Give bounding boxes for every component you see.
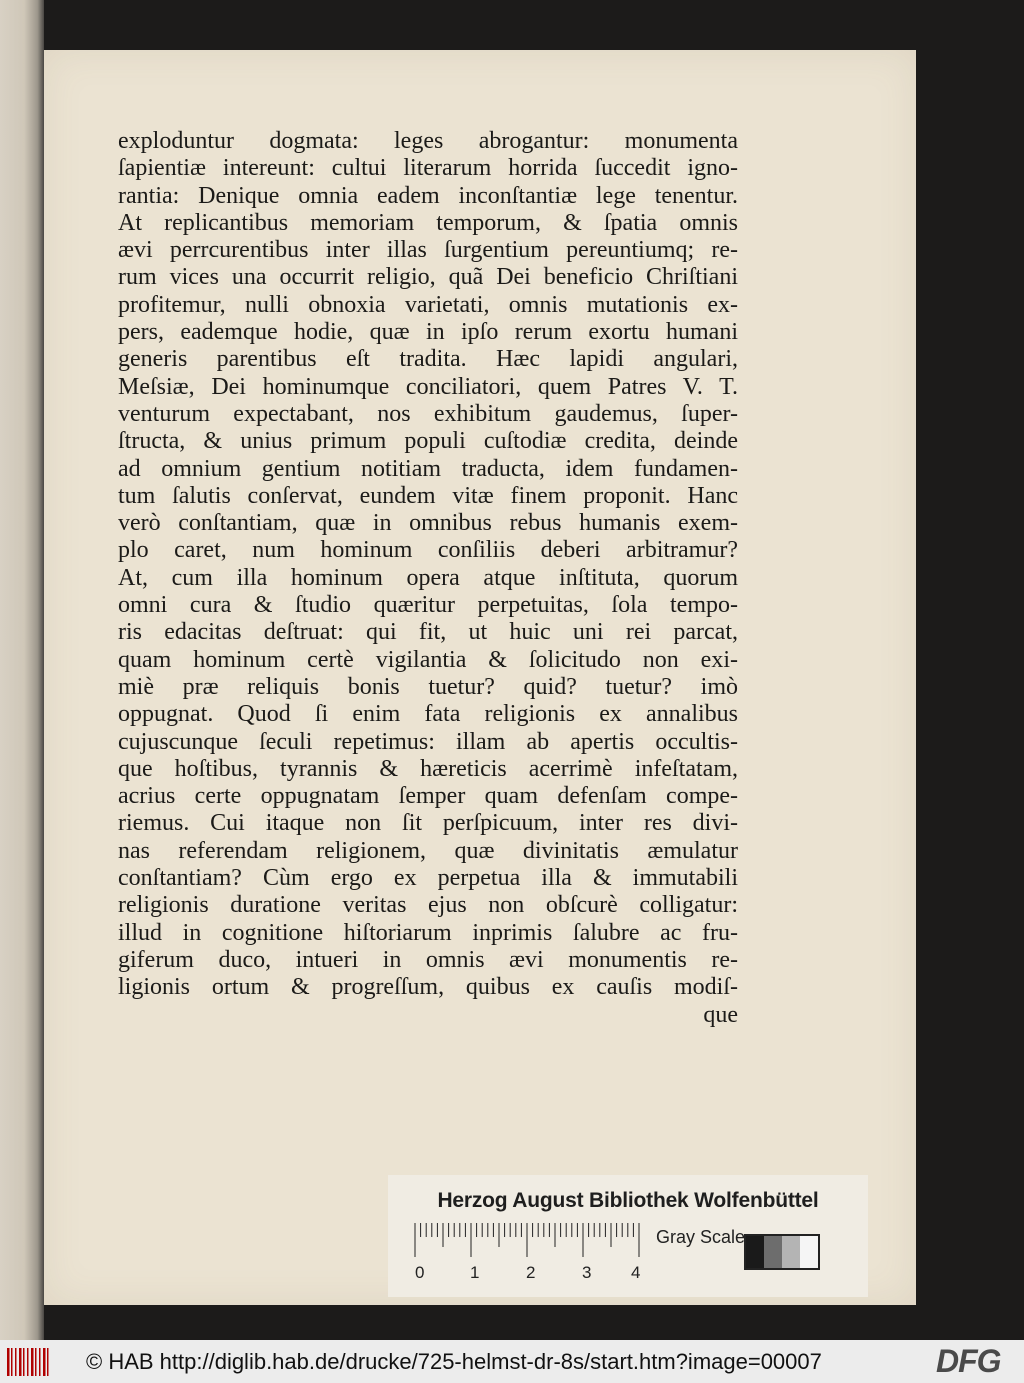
text-line: riemus. Cui itaque non ſit perſpicuum, inter res divi-: [118, 810, 738, 837]
text-line: plo caret, num hominum conſiliis deberi arbitramur?: [118, 537, 738, 564]
text-line: verò conſtantiam, quæ in omnibus rebus humanis exem-: [118, 510, 738, 537]
barcode-bar: [35, 1348, 37, 1376]
barcode-bar: [7, 1348, 10, 1376]
library-color-card: [388, 1175, 868, 1297]
text-line: generis parentibus eſt tradita. Hæc lapidi angulari,: [118, 346, 738, 373]
barcode-bar: [27, 1348, 29, 1376]
dfg-logo: DFG: [936, 1343, 1001, 1379]
text-line: At, cum illa hominum opera atque inſtituta, quorum: [118, 564, 738, 591]
text-line: At replicantibus memoriam temporum, & ſpatia omnis: [118, 209, 738, 236]
adjacent-page-edge: [0, 0, 44, 1340]
text-line: conſtantiam? Cùm ergo ex perpetua illa & immutabili: [118, 865, 738, 892]
text-line: Meſsiæ, Dei hominumque conciliatori, quem Patres V. T.: [118, 373, 738, 400]
ruler-scale: [414, 1223, 646, 1259]
hab-barcode-icon: [6, 1346, 50, 1378]
text-line: omni cura & ſtudio quæritur perpetuitas, ſola tempo-: [118, 592, 738, 619]
text-line: cujuscunque ſeculi repetimus: illam ab apertis occultis-: [118, 728, 738, 755]
text-line: ligionis ortum & progreſſum, quibus ex cauſis modiſ-: [118, 974, 738, 1001]
text-line: religionis duratione veritas ejus non obſcurè colligatur:: [118, 892, 738, 919]
barcode-bar: [47, 1348, 49, 1376]
text-line: pers, eademque hodie, quæ in ipſo rerum exortu humani: [118, 319, 738, 346]
ruler-number: 3: [582, 1263, 592, 1282]
text-line: acrius certe oppugnatam ſemper quam defenſam compe-: [118, 783, 738, 810]
text-line: rum vices una occurrit religio, quã Dei beneficio Chriſtiani: [118, 264, 738, 291]
text-line: que: [703, 1001, 738, 1028]
gray-scale-swatches: [744, 1234, 820, 1270]
text-line: ſtructa, & unius primum populi cuſtodiæ credita, deinde: [118, 428, 738, 455]
barcode-bar: [39, 1348, 41, 1376]
text-line: que hoſtibus, tyrannis & hæreticis acerrimè infeſtatam,: [118, 755, 738, 782]
text-line: ævi perrcurentibus inter illas ſurgentium pereuntiumq; re-: [118, 237, 738, 264]
text-line: tum ſalutis conſervat, eundem vitæ finem proponit. Hanc: [118, 482, 738, 509]
text-line: oppugnat. Quod ſi enim fata religionis ex annalibus: [118, 701, 738, 728]
ruler-number: 0: [415, 1263, 425, 1282]
barcode-bar: [31, 1348, 34, 1376]
ruler-number: 1: [470, 1263, 480, 1282]
page-text: [118, 128, 738, 1029]
barcode-bar: [23, 1348, 25, 1376]
text-line: exploduntur dogmata: leges abrogantur: monumenta: [118, 128, 738, 154]
footer-bar: [0, 1340, 1024, 1383]
gray-swatch: [764, 1236, 782, 1268]
gray-swatch: [782, 1236, 800, 1268]
barcode-bar: [19, 1348, 22, 1376]
text-line: rantia: Denique omnia eadem inconſtantiæ lege tenentur.: [118, 182, 738, 209]
text-line: profitemur, nulli obnoxia varietati, omnis mutationis ex-: [118, 291, 738, 318]
gray-scale-label: Gray Scale: [656, 1227, 746, 1247]
text-line: ris edacitas deſtruat: qui fit, ut huic uni rei parcat,: [118, 619, 738, 646]
text-line: illud in cognitione hiſtoriarum inprimis ſalubre ac fru-: [118, 919, 738, 946]
gray-swatch: [746, 1236, 764, 1268]
gray-swatch: [800, 1236, 818, 1268]
text-line: venturum expectabant, nos exhibitum gaudemus, ſuper-: [118, 400, 738, 427]
text-line: giferum duco, intueri in omnis ævi monumentis re-: [118, 946, 738, 973]
library-name: Herzog August Bibliothek Wolfenbüttel: [437, 1189, 819, 1212]
ruler-number: 2: [526, 1263, 536, 1282]
text-line: ad omnium gentium notitiam traducta, idem fundamen-: [118, 455, 738, 482]
barcode-bar: [43, 1348, 46, 1376]
text-line: nas referendam religionem, quæ divinitatis æmulatur: [118, 837, 738, 864]
text-line: miè præ reliquis bonis tuetur? quid? tuetur? imò: [118, 673, 738, 700]
text-line: ſapientiæ intereunt: cultui literarum horrida ſuccedit igno-: [118, 155, 738, 182]
copyright-url: © HAB http://diglib.hab.de/drucke/725-helmst-dr-8s/start.htm?image=00007: [86, 1349, 822, 1374]
barcode-bar: [15, 1348, 17, 1376]
barcode-bar: [11, 1348, 13, 1376]
ruler-number: 4: [631, 1263, 641, 1282]
text-line: quam hominum certè vigilantia & ſolicitudo non exi-: [118, 646, 738, 673]
